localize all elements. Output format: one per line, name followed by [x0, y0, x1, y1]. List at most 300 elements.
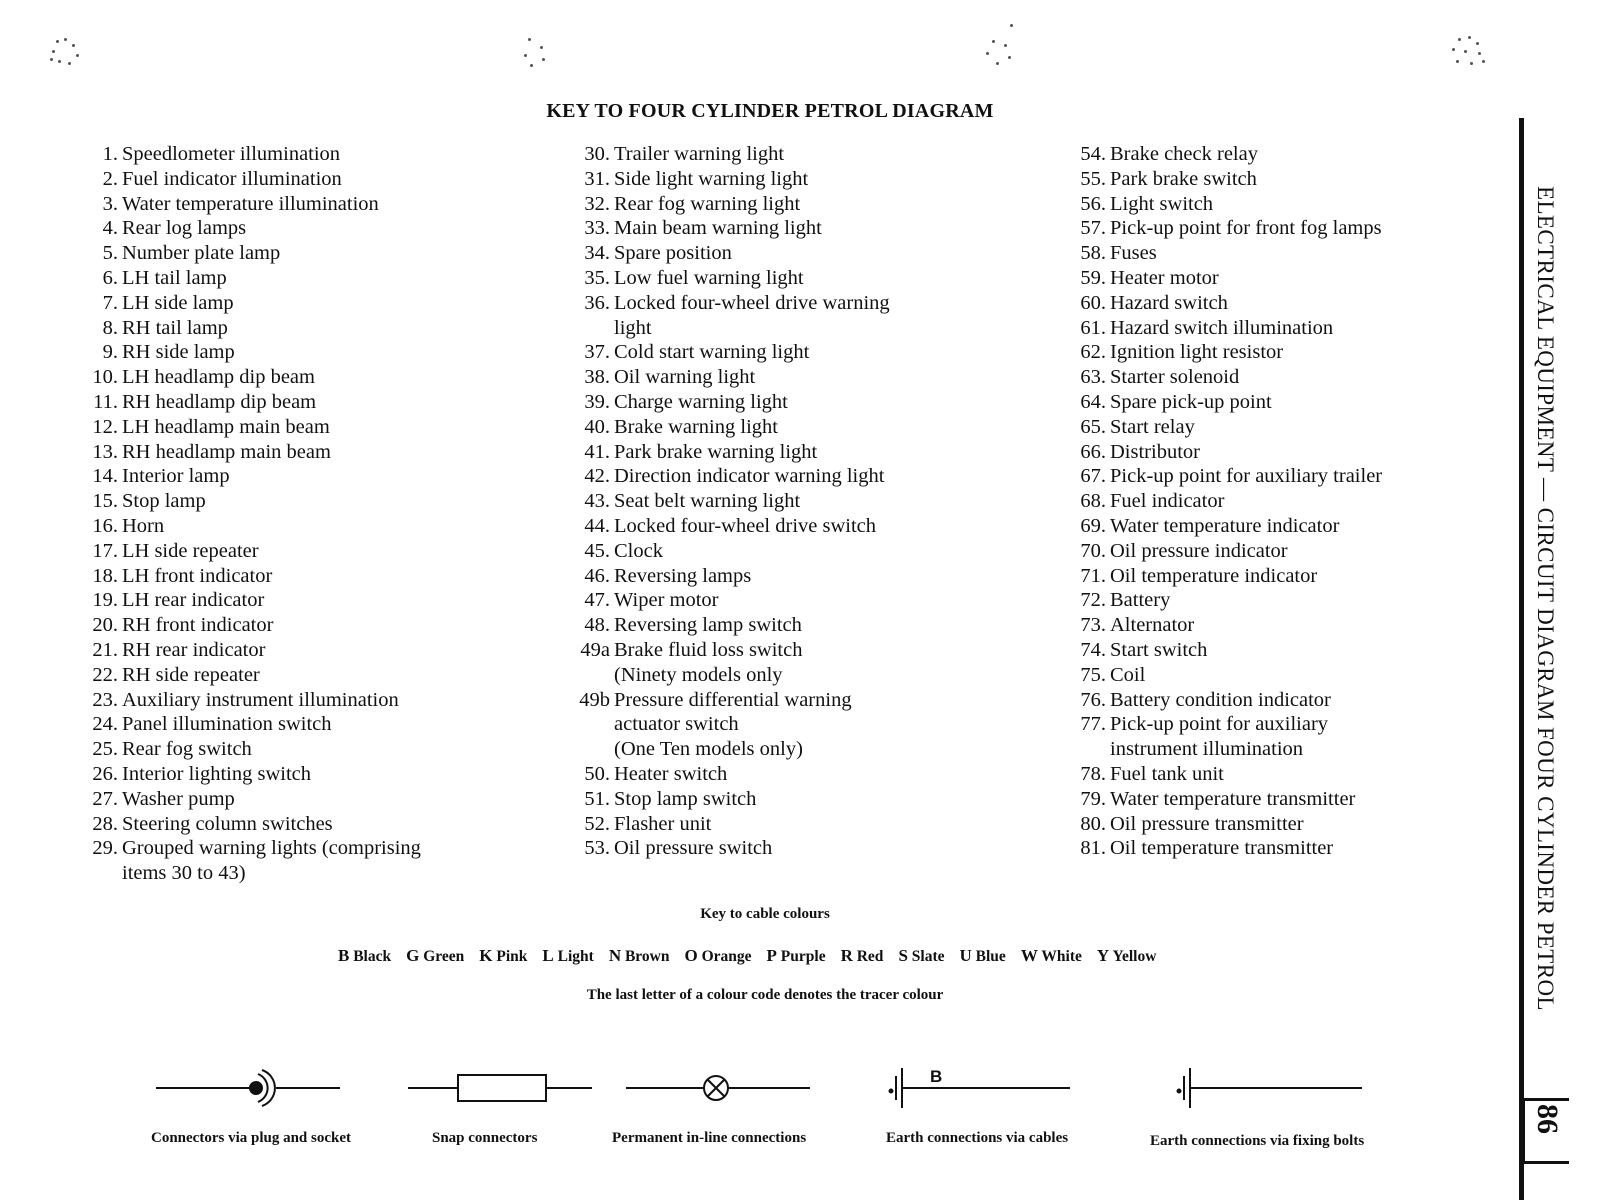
key-item-text: LH headlamp dip beam	[122, 366, 315, 389]
key-item-text: Start switch	[1110, 638, 1208, 661]
key-item-text: Rear fog switch	[122, 738, 252, 761]
scan-mark	[980, 34, 1020, 74]
earth-cable-symbol	[890, 1068, 1071, 1108]
cable-colour	[542, 948, 593, 965]
scan-mark	[1448, 34, 1488, 74]
key-item-text: Starter solenoid	[1110, 366, 1240, 389]
page-number-text: 86	[1531, 1104, 1564, 1134]
scan-mark	[516, 34, 556, 74]
key-item-text: Locked four-wheel drive switch	[614, 514, 877, 537]
key-item-number: 73.	[1080, 614, 1106, 637]
key-item	[576, 216, 890, 241]
key-item-text: Oil pressure switch	[614, 837, 773, 860]
key-item-text: RH headlamp dip beam	[122, 390, 317, 413]
cable-colour-code: O	[684, 946, 698, 965]
key-item	[576, 762, 890, 787]
key-item-number: 76.	[1080, 688, 1106, 711]
cable-colour-name: Black	[353, 948, 392, 965]
key-item-number: 15.	[92, 490, 118, 513]
key-item	[84, 167, 421, 192]
key-item-number: 10.	[92, 366, 118, 389]
key-item	[576, 812, 890, 837]
key-item-number: 5.	[102, 242, 118, 265]
key-item	[576, 142, 890, 167]
key-item-text: Cold start warning light	[614, 341, 810, 364]
key-item-number: 45.	[584, 539, 610, 562]
key-item-text: Spare pick-up point	[1110, 390, 1272, 413]
earth-bolt-label: Earth connections via fixing bolts	[1150, 1133, 1365, 1149]
key-item	[1072, 440, 1382, 465]
key-item-number: 12.	[92, 415, 118, 438]
key-item-number: 8.	[102, 316, 118, 339]
key-item-number: 50.	[584, 762, 610, 785]
key-item-number: 24.	[92, 713, 118, 736]
key-item-number: 9.	[102, 341, 118, 364]
plug-socket-symbol	[156, 1070, 340, 1106]
cable-colour-code: U	[959, 946, 972, 965]
cable-colour	[841, 948, 884, 965]
key-item-number: 43.	[584, 490, 610, 513]
cable-colour	[684, 948, 751, 965]
key-item-number: 59.	[1080, 266, 1106, 289]
cable-colour-name: Brown	[624, 948, 670, 965]
key-item-text: Fuel indicator	[1110, 490, 1225, 513]
key-item-text: Locked four-wheel drive warning	[614, 291, 890, 314]
key-item	[84, 588, 421, 613]
cable-colour-name: White	[1041, 948, 1082, 965]
key-item-text: Brake warning light	[614, 415, 778, 438]
key-item-number: 21.	[92, 638, 118, 661]
key-item-number: 19.	[92, 589, 118, 612]
key-item	[84, 539, 421, 564]
key-item-text: Reversing lamp switch	[614, 614, 802, 637]
cable-colour-code: L	[542, 946, 554, 965]
cable-colour	[609, 948, 670, 965]
key-item-number: 11.	[93, 390, 118, 413]
key-item-number: 13.	[92, 440, 118, 463]
key-item-text: RH rear indicator	[122, 638, 266, 661]
key-item-text: Stop lamp switch	[614, 787, 757, 810]
key-item-text: Main beam warning light	[614, 217, 822, 240]
key-item-text: Oil temperature transmitter	[1110, 837, 1334, 860]
key-item-number: 58.	[1080, 242, 1106, 265]
key-item-number: 48.	[584, 614, 610, 637]
tracer-note: The last letter of a colour code denotes the tracer colour	[586, 987, 944, 1003]
key-item	[84, 316, 421, 341]
key-item-number: 3.	[102, 192, 118, 215]
key-item-text: Steering column switches	[122, 812, 333, 835]
key-item	[1072, 613, 1382, 638]
key-item	[1072, 762, 1382, 787]
key-item	[84, 340, 421, 365]
key-item	[84, 192, 421, 217]
key-item	[576, 539, 890, 564]
key-item-number: 71.	[1080, 564, 1106, 587]
key-item	[576, 688, 890, 762]
key-item	[576, 836, 890, 861]
cable-colour-code: Y	[1096, 946, 1110, 965]
key-item-text: Pressure differential warning	[614, 688, 852, 711]
key-item-text: Coil	[1110, 663, 1146, 686]
key-item	[576, 588, 890, 613]
scan-mark	[46, 34, 86, 74]
key-item	[576, 167, 890, 192]
inline-connection-symbol	[626, 1076, 810, 1100]
key-item-text: Side light warning light	[614, 167, 809, 190]
key-item	[84, 712, 421, 737]
key-item	[1072, 266, 1382, 291]
key-item	[84, 564, 421, 589]
key-item-text: Alternator	[1110, 614, 1195, 637]
key-item-text: Seat belt warning light	[614, 490, 801, 513]
key-item-number: 25.	[92, 738, 118, 761]
key-item-text: RH side lamp	[122, 341, 235, 364]
key-item	[576, 464, 890, 489]
key-item-text: LH front indicator	[122, 564, 273, 587]
key-item	[1072, 489, 1382, 514]
key-column-2	[576, 142, 890, 861]
key-item	[84, 415, 421, 440]
snap-connector-label: Snap connectors	[432, 1130, 538, 1146]
key-item-number: 28.	[92, 812, 118, 835]
key-item-number: 6.	[102, 266, 118, 289]
key-item-number: 64.	[1080, 390, 1106, 413]
key-item	[1072, 464, 1382, 489]
key-item-number: 78.	[1080, 762, 1106, 785]
key-item-text: Flasher unit	[614, 812, 712, 835]
section-side-title	[1532, 186, 1562, 1066]
cable-colour-name: Pink	[496, 948, 528, 965]
cable-colour	[1097, 948, 1157, 965]
key-item-number: 57.	[1080, 217, 1106, 240]
key-item-text: LH headlamp main beam	[122, 415, 330, 438]
key-item-text: LH rear indicator	[122, 589, 265, 612]
key-item	[576, 638, 890, 688]
cable-colour	[338, 948, 391, 965]
key-item	[576, 266, 890, 291]
key-item-number: 29.	[92, 837, 118, 860]
key-item-text: Oil pressure transmitter	[1110, 812, 1304, 835]
key-item	[576, 291, 890, 341]
key-item-number: 52.	[584, 812, 610, 835]
key-item	[1072, 539, 1382, 564]
key-item-number: 42.	[584, 465, 610, 488]
cable-colour	[898, 948, 944, 965]
key-item	[84, 613, 421, 638]
key-item-text: Oil temperature indicator	[1110, 564, 1318, 587]
key-item	[84, 737, 421, 762]
cable-colour-code: N	[608, 946, 622, 965]
cable-colour	[767, 948, 826, 965]
inline-connection-label: Permanent in-line connections	[612, 1130, 807, 1146]
key-item	[1072, 192, 1382, 217]
key-item-number: 65.	[1080, 415, 1106, 438]
key-item-number: 37.	[584, 341, 610, 364]
key-item-text: Park brake warning light	[614, 440, 818, 463]
key-item	[576, 613, 890, 638]
key-item-text: Heater motor	[1110, 266, 1219, 289]
earth-bolt-symbol	[1178, 1068, 1363, 1108]
key-item-number: 77.	[1080, 713, 1106, 736]
key-item-text: Interior lighting switch	[122, 762, 312, 785]
key-item-text: Oil warning light	[614, 366, 756, 389]
key-item-text: actuator switch	[614, 713, 739, 736]
key-item	[576, 787, 890, 812]
key-item-text: Oil pressure indicator	[1110, 539, 1288, 562]
key-item-text: Trailer warning light	[614, 143, 785, 165]
cable-colour-code: K	[479, 946, 493, 965]
key-item	[576, 489, 890, 514]
cable-colour	[406, 948, 464, 965]
cable-colour-name: Orange	[701, 948, 752, 965]
key-item	[576, 340, 890, 365]
key-item-number: 40.	[584, 415, 610, 438]
key-item	[576, 241, 890, 266]
key-item-number: 70.	[1080, 539, 1106, 562]
key-item-text: (One Ten models only)	[614, 738, 803, 761]
key-item-number: 53.	[584, 837, 610, 860]
key-item	[84, 514, 421, 539]
key-item-number: 55.	[1080, 167, 1106, 190]
key-item-text: Clock	[614, 539, 663, 562]
key-item	[84, 787, 421, 812]
key-item	[84, 216, 421, 241]
key-item-text: Horn	[122, 514, 165, 537]
key-item	[84, 291, 421, 316]
connector-symbols	[140, 1058, 1400, 1122]
key-item	[1072, 365, 1382, 390]
key-item	[84, 464, 421, 489]
key-item	[1072, 836, 1382, 861]
cable-colour-name: Red	[856, 948, 884, 965]
key-item	[84, 688, 421, 713]
key-item	[576, 415, 890, 440]
key-item	[1072, 712, 1382, 762]
key-item-number: 74.	[1080, 638, 1106, 661]
key-item	[1072, 415, 1382, 440]
key-item-number: 46.	[584, 564, 610, 587]
key-item-text: Rear log lamps	[122, 217, 247, 240]
key-item-text: Charge warning light	[614, 390, 788, 413]
key-item-number: 16.	[92, 514, 118, 537]
key-item	[1072, 316, 1382, 341]
key-item-number: 44.	[584, 514, 610, 537]
key-item-text: Speedlometer illumination	[122, 143, 341, 165]
cable-colour-code: S	[898, 946, 908, 965]
key-item	[84, 489, 421, 514]
key-item-number: 20.	[92, 614, 118, 637]
key-item-text: Washer pump	[122, 787, 235, 810]
key-item-number: 17.	[92, 539, 118, 562]
key-item	[1072, 291, 1382, 316]
key-item-number: 32.	[584, 192, 610, 215]
key-item-text: Water temperature illumination	[122, 192, 379, 215]
key-item	[1072, 390, 1382, 415]
key-item-text: Light switch	[1110, 192, 1214, 215]
key-item-text: Spare position	[614, 242, 732, 265]
key-item-text: Interior lamp	[122, 465, 230, 488]
key-item-number: 27.	[92, 787, 118, 810]
side-rule	[1519, 118, 1524, 1200]
key-item-text: instrument illumination	[1110, 738, 1304, 761]
key-item-text: Auxiliary instrument illumination	[122, 688, 399, 711]
key-item	[1072, 663, 1382, 688]
key-item-number: 69.	[1080, 514, 1106, 537]
cable-colour-name: Light	[557, 948, 594, 965]
key-item-text: RH front indicator	[122, 614, 274, 637]
key-item	[84, 142, 421, 167]
key-item-number: 81.	[1080, 837, 1106, 860]
key-item-number: 49a	[580, 638, 610, 661]
key-item	[1072, 167, 1382, 192]
key-item-text: Low fuel warning light	[614, 266, 804, 289]
key-item-number: 35.	[584, 266, 610, 289]
key-item	[1072, 340, 1382, 365]
key-column-3	[1072, 142, 1382, 861]
key-item-number: 51.	[584, 787, 610, 810]
key-item-number: 4.	[102, 217, 118, 240]
cable-colour-list	[338, 946, 1171, 966]
key-item-number: 61.	[1080, 316, 1106, 339]
cable-colour-name: Green	[423, 948, 465, 965]
key-item	[1072, 588, 1382, 613]
key-item-text: LH side repeater	[122, 539, 259, 562]
key-item-text: Fuel indicator illumination	[122, 167, 342, 190]
cable-colour-name: Yellow	[1112, 948, 1157, 965]
key-item	[1072, 638, 1382, 663]
key-item-text: Ignition light resistor	[1110, 341, 1284, 364]
key-item	[84, 812, 421, 837]
earth-cable-letter: B	[930, 1067, 943, 1086]
key-item-number: 80.	[1080, 812, 1106, 835]
key-item-text: Water temperature indicator	[1110, 514, 1340, 537]
key-item-number: 23.	[92, 688, 118, 711]
key-item-text: Stop lamp	[122, 490, 206, 513]
page-number	[1530, 1104, 1562, 1156]
key-item-text: Brake check relay	[1110, 143, 1258, 165]
key-item-text: (Ninety models only	[614, 663, 783, 686]
cable-colour-code: B	[338, 946, 350, 965]
key-item	[1072, 564, 1382, 589]
key-item-number: 22.	[92, 663, 118, 686]
key-item-number: 41.	[584, 440, 610, 463]
plug-socket-label: Connectors via plug and socket	[151, 1130, 352, 1146]
key-item	[84, 762, 421, 787]
key-item-number: 7.	[102, 291, 118, 314]
key-item-number: 66.	[1080, 440, 1106, 463]
cable-colour	[960, 948, 1006, 965]
key-item-number: 1.	[102, 143, 118, 165]
cable-colour-name: Slate	[911, 948, 945, 965]
key-item-text: Pick-up point for front fog lamps	[1110, 217, 1382, 240]
cable-colour-code: R	[840, 946, 853, 965]
key-item	[84, 663, 421, 688]
key-item-number: 34.	[584, 242, 610, 265]
key-item	[84, 241, 421, 266]
key-item-number: 33.	[584, 217, 610, 240]
key-item-number: 63.	[1080, 366, 1106, 389]
key-item-text: Brake fluid loss switch	[614, 638, 803, 661]
key-item-number: 18.	[92, 564, 118, 587]
key-item-number: 72.	[1080, 589, 1106, 612]
earth-cable-label: Earth connections via cables	[886, 1130, 1069, 1146]
key-column-1	[84, 142, 421, 886]
cable-colour-name: Purple	[780, 948, 826, 965]
key-item-number: 68.	[1080, 490, 1106, 513]
key-item-text: Battery condition indicator	[1110, 688, 1331, 711]
key-item	[1072, 812, 1382, 837]
key-item	[576, 514, 890, 539]
key-item-text: light	[614, 316, 652, 339]
key-item-number: 26.	[92, 762, 118, 785]
key-item	[1072, 142, 1382, 167]
key-item-number: 31.	[584, 167, 610, 190]
key-item	[1072, 787, 1382, 812]
key-item-text: Heater switch	[614, 762, 728, 785]
section-side-title-text: ELECTRICAL EQUIPMENT — CIRCUIT DIAGRAM FOUR CYLINDER PETROL	[1533, 186, 1558, 1011]
key-item-text: items 30 to 43)	[122, 862, 246, 885]
page-title: KEY TO FOUR CYLINDER PETROL DIAGRAM	[546, 100, 994, 122]
key-item-text: Number plate lamp	[122, 242, 281, 265]
key-item-text: Distributor	[1110, 440, 1200, 463]
cable-colour	[1021, 948, 1082, 965]
key-item	[576, 365, 890, 390]
key-item-text: LH tail lamp	[122, 266, 227, 289]
key-item-text: Fuel tank unit	[1110, 762, 1224, 785]
key-item	[84, 365, 421, 390]
key-item-number: 75.	[1080, 663, 1106, 686]
key-item-text: Hazard switch	[1110, 291, 1228, 314]
key-item	[84, 638, 421, 663]
key-item-text: RH headlamp main beam	[122, 440, 331, 463]
key-item	[576, 440, 890, 465]
key-item	[1072, 241, 1382, 266]
key-item-number: 60.	[1080, 291, 1106, 314]
key-item-text: Pick-up point for auxiliary trailer	[1110, 465, 1383, 488]
key-item-number: 14.	[92, 465, 118, 488]
key-item-text: Rear fog warning light	[614, 192, 801, 215]
key-item-text: RH side repeater	[122, 663, 260, 686]
key-item-text: Park brake switch	[1110, 167, 1257, 190]
cable-colour-name: Blue	[975, 948, 1006, 965]
cable-key-title: Key to cable colours	[700, 906, 830, 922]
key-item-number: 67.	[1080, 465, 1106, 488]
key-item-text: LH side lamp	[122, 291, 234, 314]
key-item-number: 79.	[1080, 787, 1106, 810]
key-item	[576, 192, 890, 217]
key-item	[1072, 688, 1382, 713]
key-item-text: Direction indicator warning light	[614, 465, 885, 488]
key-item-number: 30.	[584, 143, 610, 165]
key-item-number: 62.	[1080, 341, 1106, 364]
key-item-number: 49b	[579, 688, 610, 711]
key-item	[576, 564, 890, 589]
key-item	[84, 266, 421, 291]
key-item-number: 47.	[584, 589, 610, 612]
snap-connector-symbol	[408, 1075, 592, 1101]
key-item-text: Reversing lamps	[614, 564, 752, 587]
key-item-text: Water temperature transmitter	[1110, 787, 1356, 810]
cable-colour-code: P	[766, 946, 777, 965]
cable-colour	[479, 948, 527, 965]
key-item-text: Fuses	[1110, 242, 1157, 265]
key-item-text: Wiper motor	[614, 589, 719, 612]
key-item	[576, 390, 890, 415]
key-item	[1072, 216, 1382, 241]
key-item-number: 36.	[584, 291, 610, 314]
key-item-text: Battery	[1110, 589, 1171, 612]
key-item	[84, 390, 421, 415]
